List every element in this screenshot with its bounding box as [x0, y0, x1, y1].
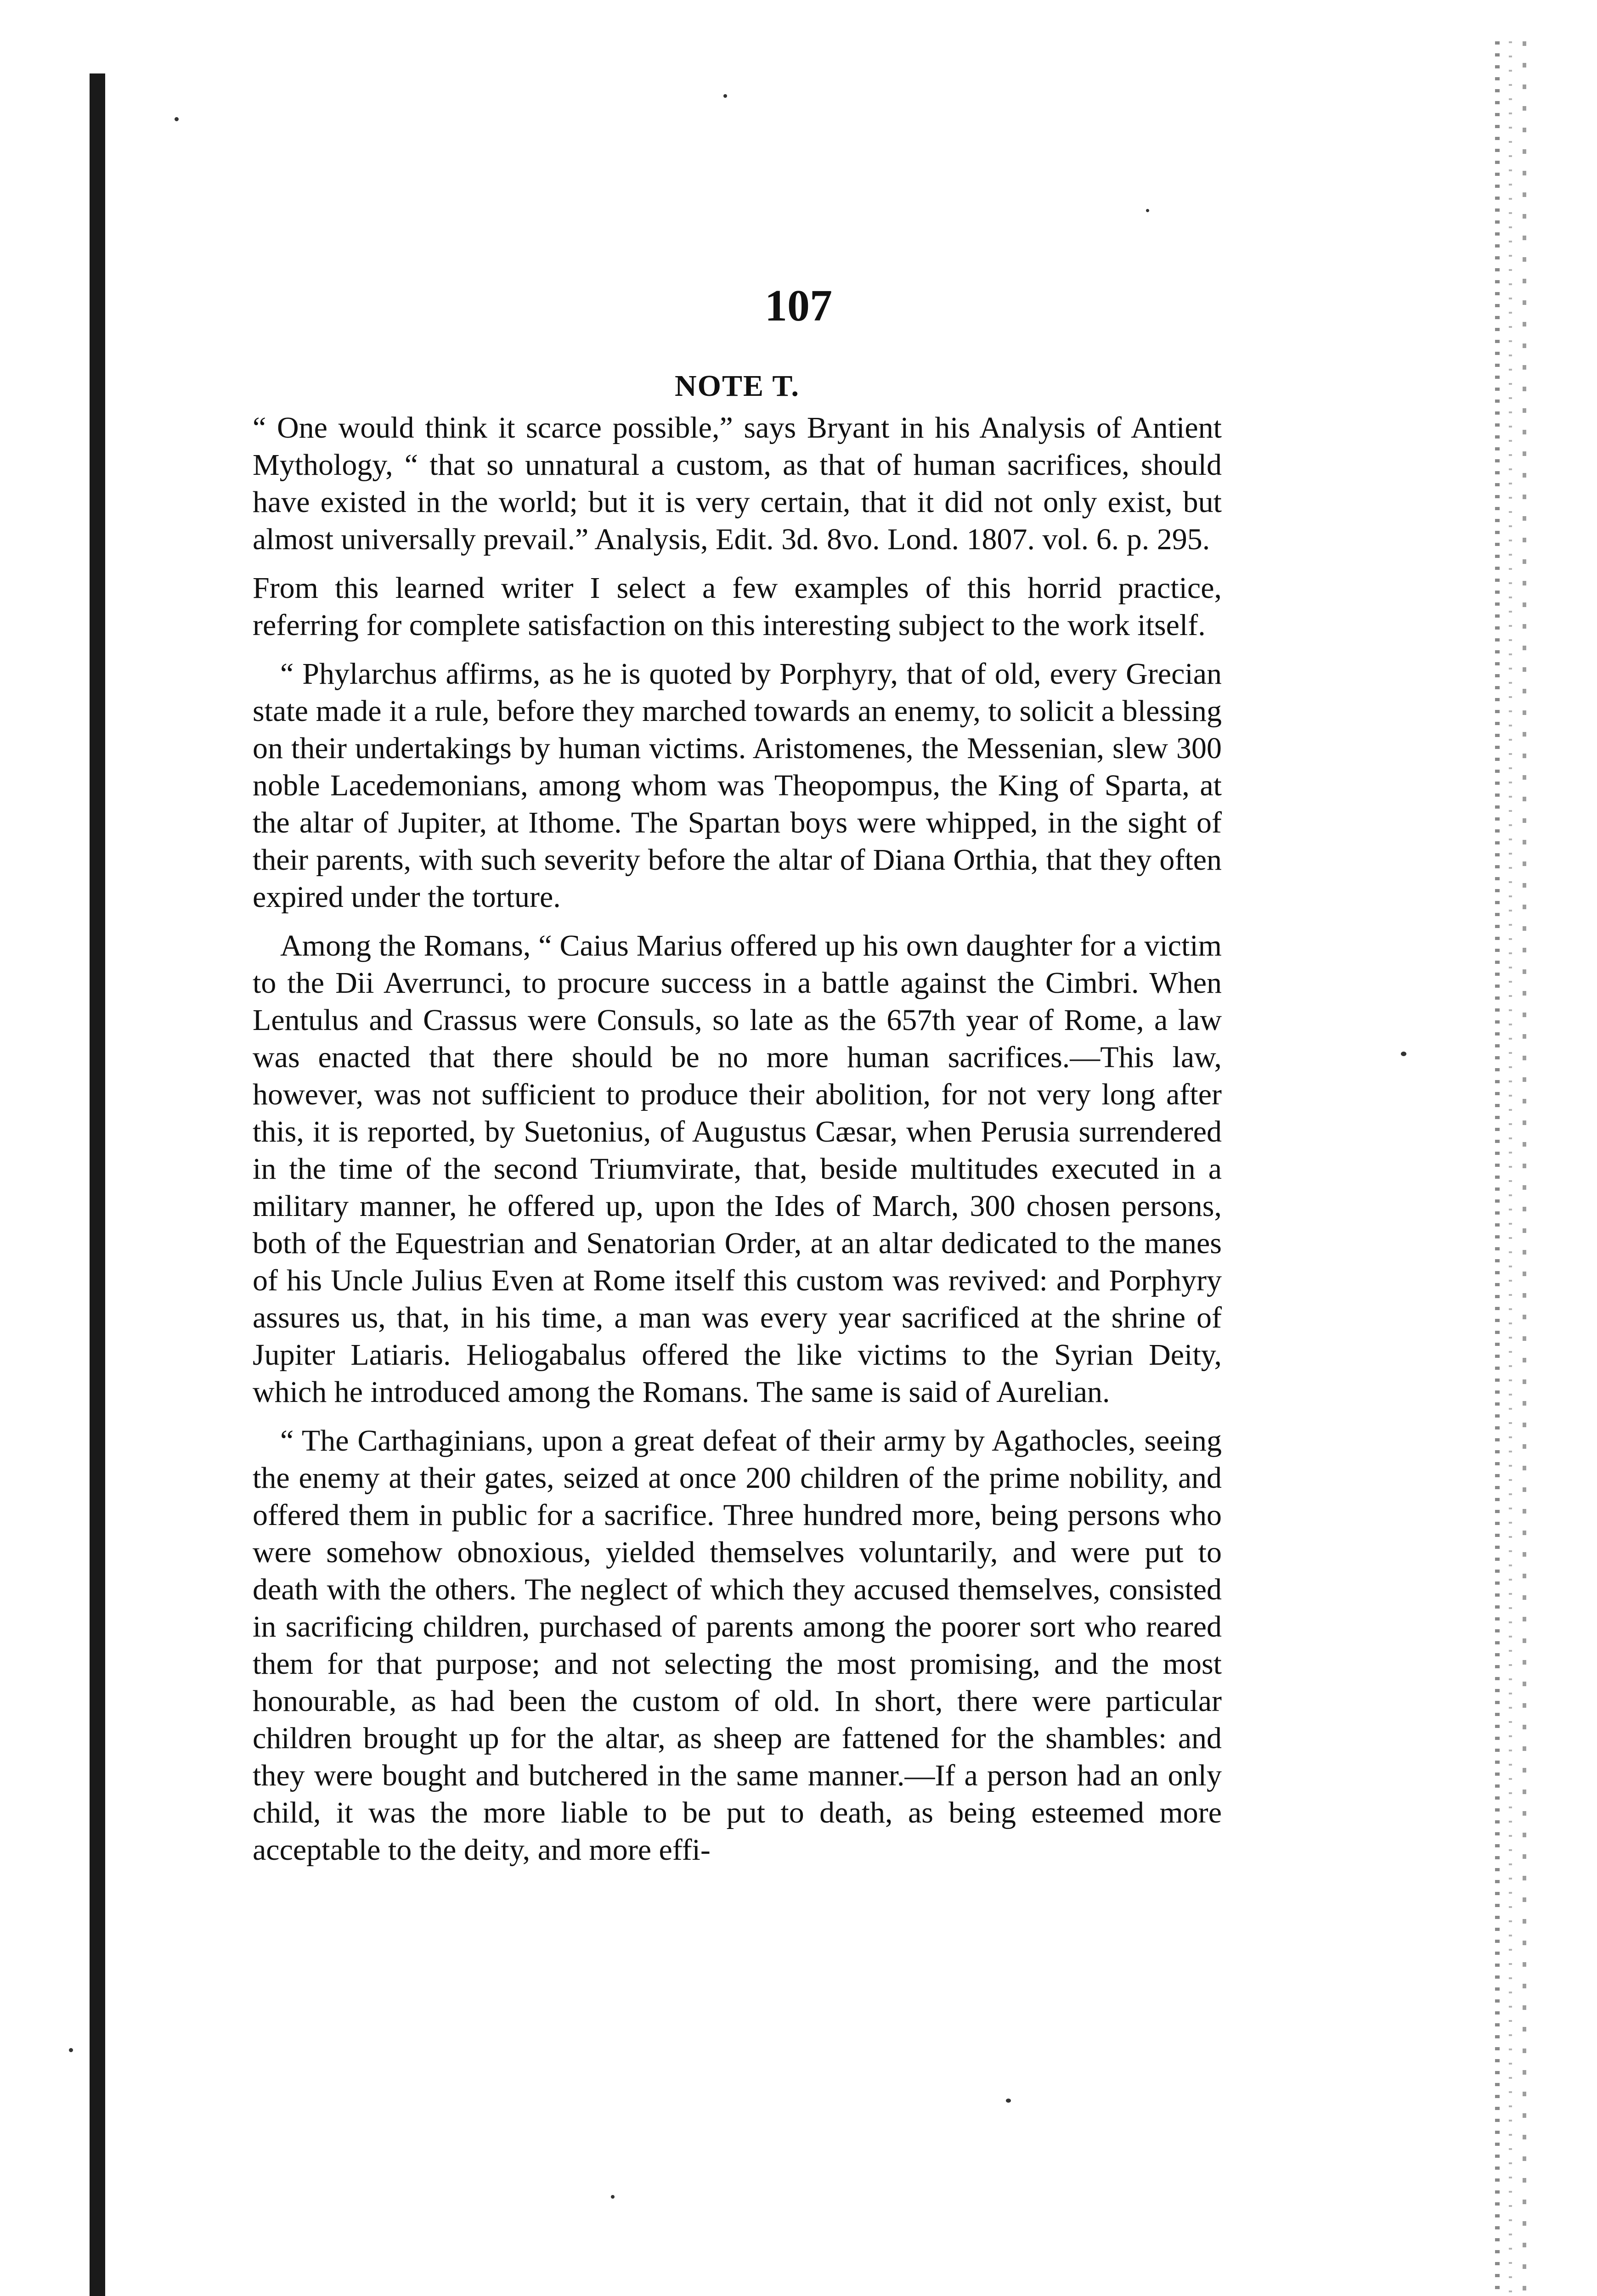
paragraph: “ Phylarchus affirms, as he is quoted by Porphyry, that of old, every Grecian state made it a rule, before they marched towards an enemy, to solicit a blessing on their undertakings by human victims. Aristomenes, the Messenian, slew 300 noble Lacedemonians, among whom was Theopompus, the King of Sparta, at the altar of Jupiter, at Ithome. The Spartan boys were whipped, in the sight of their parents, with such severity before the altar of Diana Orthia, that they often expired under the torture.	[253, 657, 1222, 914]
paragraph: “ One would think it scarce possible,” says Bryant in his Analysis of Antient Mythology, “ that so unnatural a custom, as that of human sacrifices, should have existed in the world; but it is very certain, that it did not only exist, but almost universally prevail.” Analysis, Edit. 3d. 8vo. Lond. 1807. vol. 6. p. 295.	[253, 411, 1222, 556]
scan-speck	[611, 2195, 615, 2199]
scan-speck	[1146, 209, 1149, 212]
paragraph: From this learned writer I select a few examples of this horrid practice, referring for complete satisfaction on this interesting subject to the work itself.	[253, 571, 1222, 642]
note-body	[253, 367, 1222, 1880]
scan-speck	[1401, 1052, 1406, 1056]
paragraph: Among the Romans, “ Caius Marius offered up his own daughter for a victim to the Dii Averrunci, to procure success in a battle against the Cimbri. When Lentulus and Crassus were Consuls, so late as the 657th year of Rome, a law was enacted that there should be no more human sacrifices.—This law, however, was not sufficient to produce their abolition, for not very long after this, it is reported, by Suetonius, of Augustus Cæsar, when Perusia surrendered in the time of the second Triumvirate, that, beside multitudes executed in a military manner, he offered up, upon the Ides of March, 300 chosen persons, both of the Equestrian and Senatorian Order, at an altar dedicated to the manes of his Uncle Julius Even at Rome itself this custom was revived: and Porphyry assures us, that, in his time, a man was every year sacrificed at the shrine of Jupiter Latiaris. Heliogabalus offered the like victims to the Syrian Deity, which he introduced among the Romans. The same is said of Aurelian.	[253, 929, 1222, 1409]
scan-speck	[723, 94, 727, 98]
scan-speck	[175, 117, 179, 121]
scan-speck	[69, 2048, 73, 2052]
binding-edge-shadow	[90, 73, 105, 2296]
page-number: 107	[765, 281, 832, 331]
note-heading: NOTE T.	[675, 369, 800, 403]
page-edge-noise	[1495, 41, 1536, 2296]
scan-speck	[1006, 2099, 1011, 2103]
paragraph: “ The Carthaginians, upon a great defeat of their army by Agathocles, seeing the enemy at their gates, seized at once 200 children of the prime nobility, and offered them in public for a sacrifice. Three hundred more, being persons who were somehow obnoxious, yielded themselves voluntarily, and were put to death with the others. The neglect of which they accused themselves, consisted in sacrificing children, purchased of parents among the poorer sort who reared them for that purpose; and not selecting the most promising, and the most honourable, as had been the custom of old. In short, there were particular children brought up for the altar, as sheep are fattened for the shambles: and they were bought and butchered in the same manner.—If a person had an only child, it was the more liable to be put to death, as being esteemed more acceptable to the deity, and more effi-	[253, 1424, 1222, 1867]
